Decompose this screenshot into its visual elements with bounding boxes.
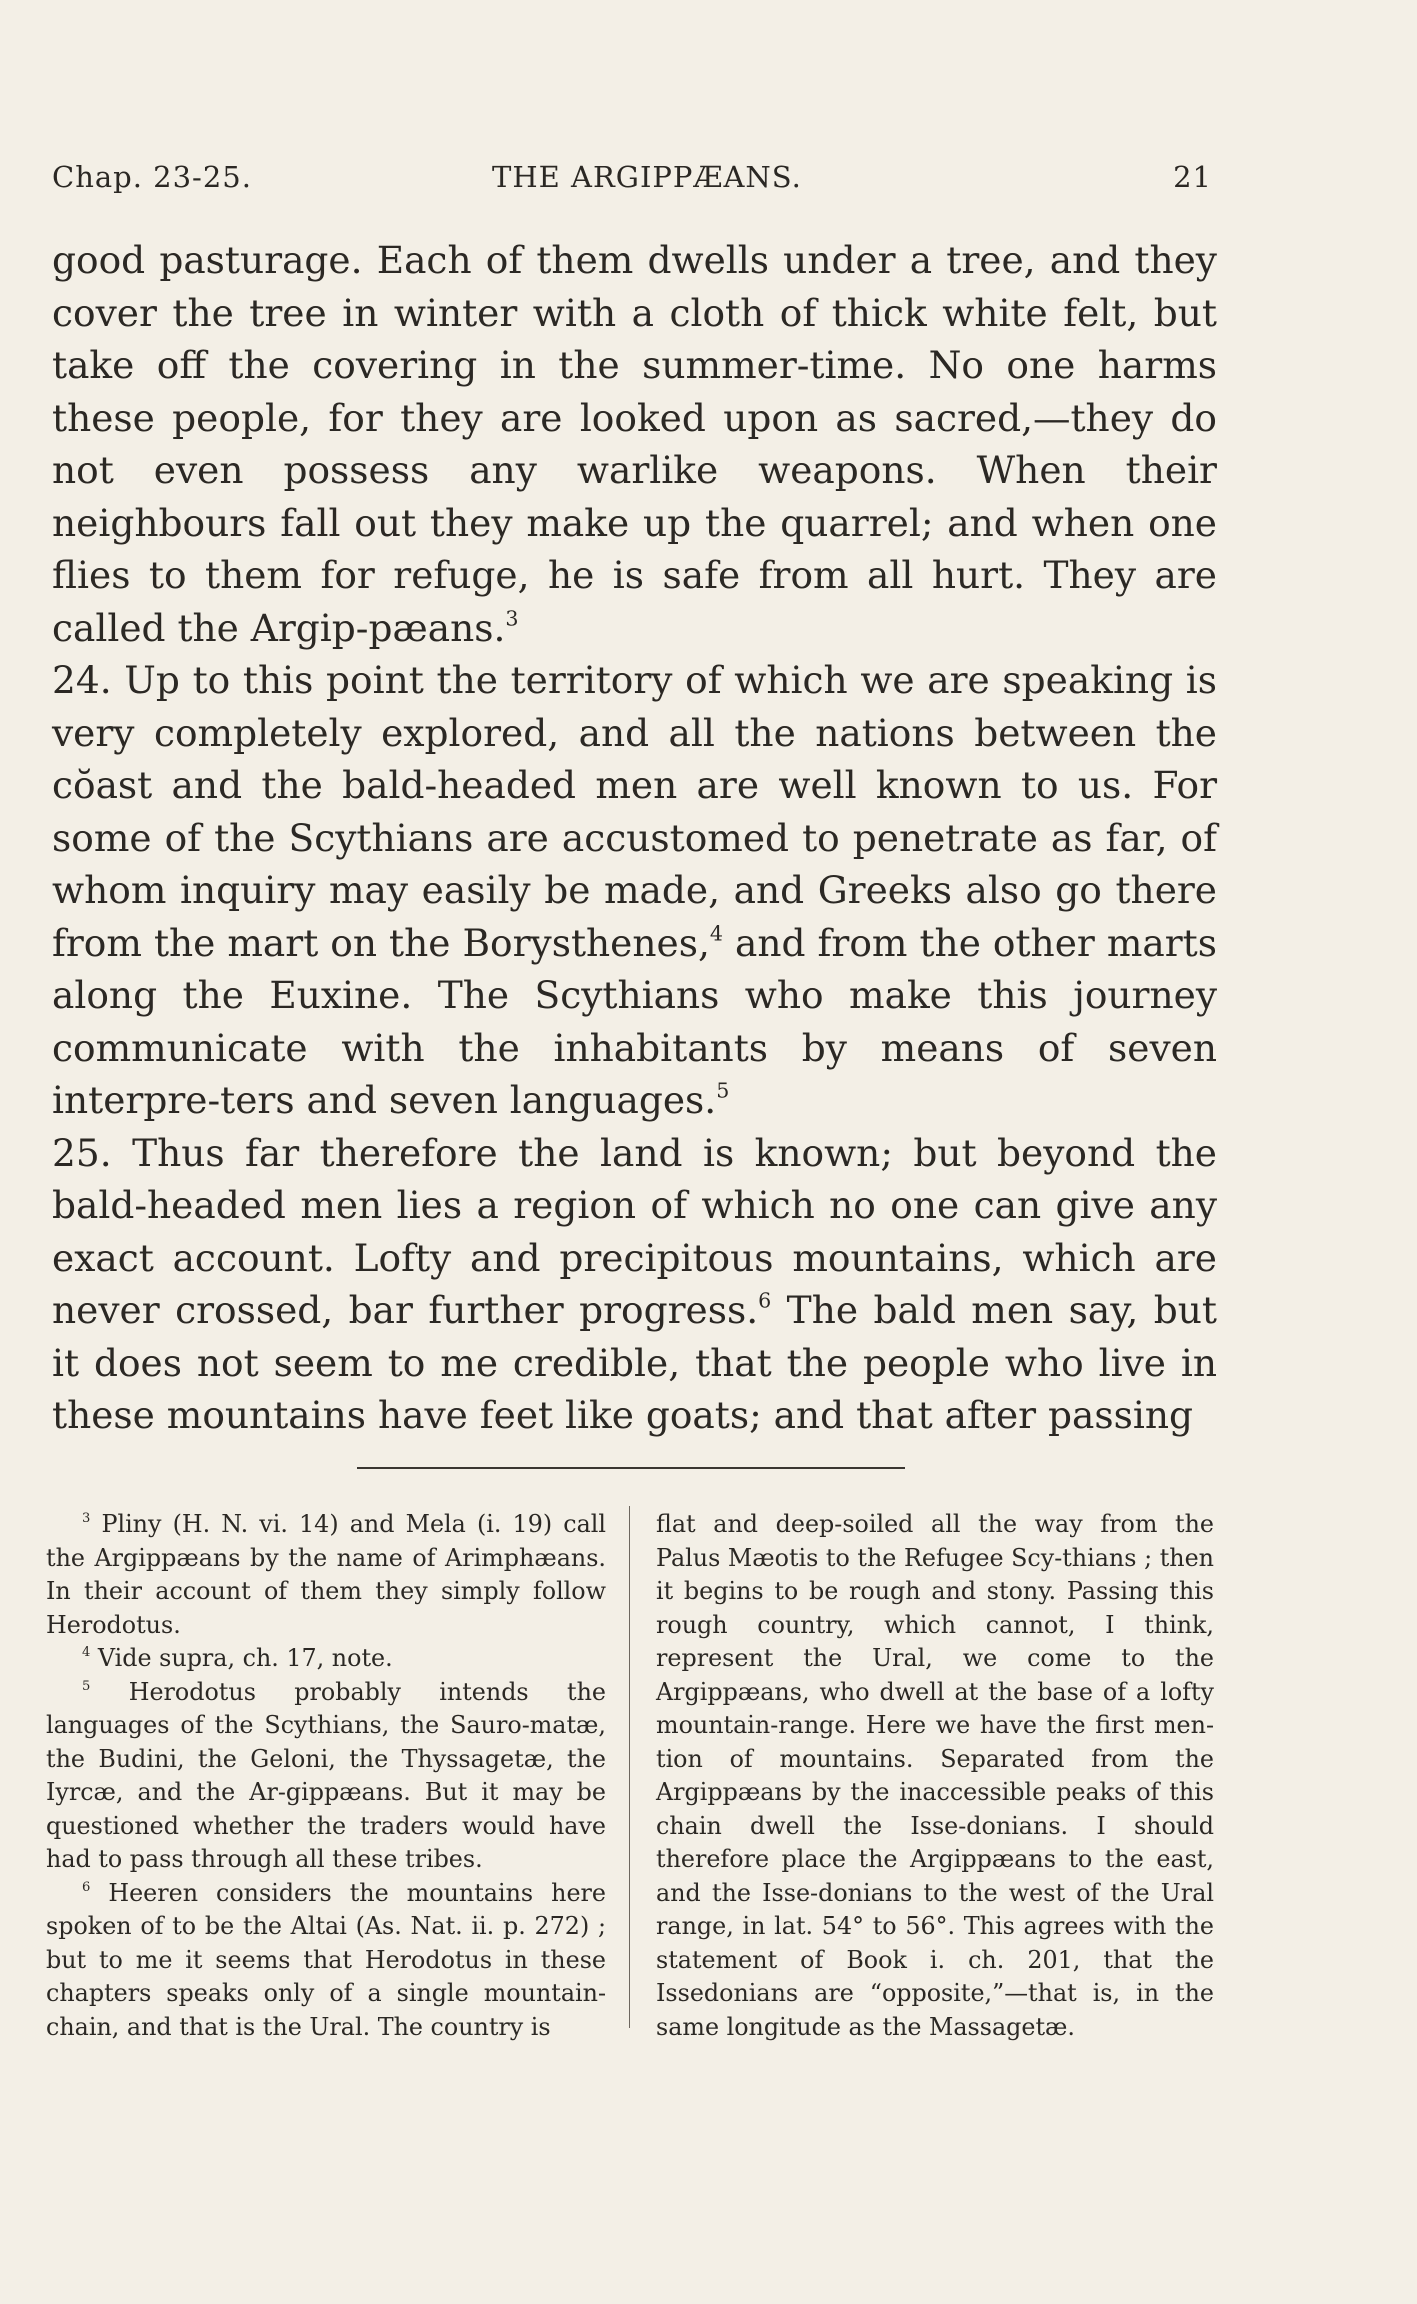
footnote-text: flat and deep-soiled all the way from the Palus Mæotis to the Refugee Scy-thians ; then it begins to be rough and stony. Passing this rough country, which cannot, I think, represent the Ural, we come to the Argippæans, who dwell at the base of a lofty mountain-range. Here we have the first men-tion of mountains. Separated from the Argippæans by the inaccessible peaks of this chain dwell the Isse-donians. I should therefore place the Argippæans to the east, and the Isse-donians to the west of the Ural range, in lat. 54° to 56°. This agrees with the statement of Book i. ch. 201, that the Issedonians are “opposite,”—that is, in the same longitude as the Massagetæ. <box>656 1510 1214 2041</box>
footnote-marker: 6 <box>82 1879 91 1895</box>
page-number: 21 <box>1173 160 1212 194</box>
paragraph-text: 24. Up to this point the territory of which we are speaking is very completely explored, and all the nations between the cŏast and the bald-headed men are well known to us. For some of the Scythians are accustomed to penetrate as far, of whom inquiry may easily be made, and Greeks also go there from the mart on the Borysthenes, <box>52 658 1217 965</box>
footnote-5 <box>46 1676 606 1877</box>
footnote-reference: 6 <box>758 1288 772 1313</box>
column-divider <box>629 1506 630 2028</box>
footnotes-left-column <box>46 1508 606 2044</box>
page-title: THE ARGIPPÆANS. <box>492 160 802 194</box>
footnote-reference: 3 <box>505 606 519 631</box>
footnote-text: Heeren considers the mountains here spoken of to be the Altai (As. Nat. ii. p. 272) ; but to me it seems that Herodotus in these chapters speaks only of a single mountain-chain, and that is the Ural. The country is <box>46 1878 606 2041</box>
footnote-6-continued <box>656 1508 1214 2044</box>
paragraph-24 <box>52 654 1217 1127</box>
footnote-reference: 4 <box>709 921 723 946</box>
paragraph-text: 25. Thus far therefore the land is known; but beyond the bald-headed men lies a region of which no one can give any exact account. Lofty and precipitous mountains, which are never crossed, bar further progress. <box>52 1130 1217 1332</box>
footnote-4 <box>46 1642 606 1676</box>
chapter-reference: Chap. 23-25. <box>52 160 252 194</box>
footnote-separator <box>357 1467 905 1469</box>
running-head <box>52 160 1212 200</box>
footnote-text: Herodotus probably intends the languages of the Scythians, the Sauro-matæ, the Budini, the Geloni, the Thyssagetæ, the Iyrcæ, and the Ar-gippæans. But it may be questioned whether the traders would have had to pass through all these tribes. <box>46 1677 606 1873</box>
footnote-text: Vide supra, ch. 17, note. <box>90 1644 393 1672</box>
paragraph-text: good pasturage. Each of them dwells under a tree, and they cover the tree in winter with a cloth of thick white felt, but take off the covering in the summer-time. No one harms these people, for they are looked upon as sacred,—they do not even possess any warlike weapons. When their neighbours fall out they make up the quarrel; and when one flies to them for refuge, he is safe from all hurt. They are called the Argip-pæans. <box>52 238 1217 650</box>
footnote-3 <box>46 1508 606 1642</box>
footnote-marker: 4 <box>82 1645 91 1661</box>
paragraph-text: and from the other marts along the Euxine. The Scythians who make this journey communicate with the inhabitants by means of seven interpre-ters and seven languages. <box>52 920 1217 1122</box>
paragraph-continuation <box>52 234 1217 654</box>
footnote-reference: 5 <box>716 1078 730 1103</box>
paragraph-text: The bald men say, but it does not seem to me credible, that the people who live in these mountains have feet like goats; and that after passing <box>52 1288 1217 1437</box>
footnote-marker: 5 <box>82 1678 91 1694</box>
footnote-text: Pliny (H. N. vi. 14) and Mela (i. 19) call the Argippæans by the name of Arimphæans. In their account of them they simply follow Herodotus. <box>46 1510 606 1639</box>
footnote-6 <box>46 1877 606 2045</box>
footnote-marker: 3 <box>82 1511 91 1527</box>
main-text <box>52 234 1217 1442</box>
paragraph-25 <box>52 1127 1217 1442</box>
footnotes-right-column <box>656 1508 1214 2044</box>
